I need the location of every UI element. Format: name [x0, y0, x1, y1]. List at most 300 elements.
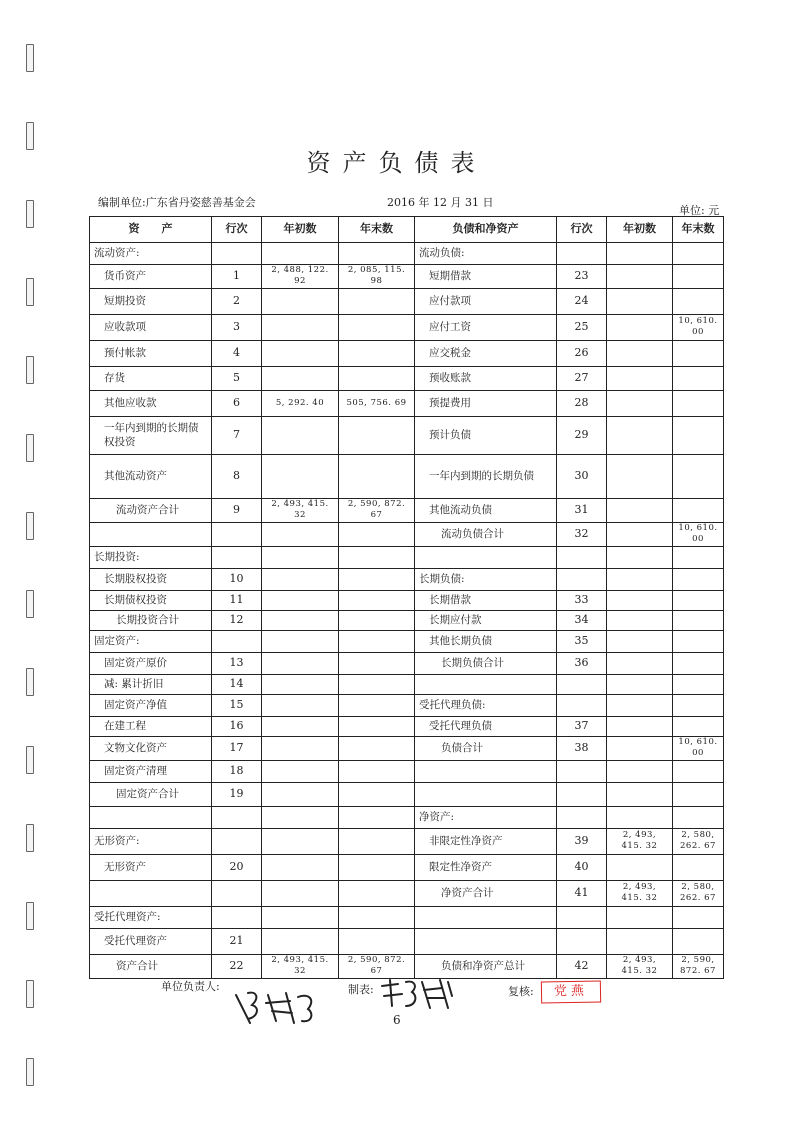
amount-cell	[607, 568, 673, 590]
amount-cell	[607, 340, 673, 366]
asset-item: 固定资产清理	[90, 760, 212, 782]
liability-item	[415, 674, 557, 694]
liability-item: 非限定性净资产	[415, 828, 557, 854]
amount-cell	[339, 314, 415, 340]
amount-cell	[607, 454, 673, 498]
line-number: 20	[212, 854, 262, 880]
table-row	[90, 243, 724, 265]
line-number: 2	[212, 288, 262, 314]
binding-hole	[26, 902, 34, 930]
amount-cell: 2, 493, 415. 32	[607, 954, 673, 978]
asset-item: 长期投资合计	[90, 610, 212, 630]
report-date: 2016 年 12 月 31 日	[387, 196, 494, 209]
liability-item: 长期借款	[415, 590, 557, 610]
binding-hole	[26, 824, 34, 852]
column-header: 行次	[212, 217, 262, 243]
amount-cell	[339, 630, 415, 652]
amount-cell	[339, 546, 415, 568]
page-number: 6	[393, 1013, 401, 1027]
amount-cell	[673, 366, 724, 390]
table-row	[90, 906, 724, 928]
amount-cell	[262, 243, 339, 265]
amount-cell	[607, 906, 673, 928]
line-number: 7	[212, 416, 262, 454]
line-number: 34	[557, 610, 607, 630]
liability-item: 应付款项	[415, 288, 557, 314]
liability-item	[415, 906, 557, 928]
line-number: 26	[557, 340, 607, 366]
line-number	[212, 880, 262, 906]
amount-cell	[339, 416, 415, 454]
column-header: 年末数	[673, 217, 724, 243]
liability-item: 流动负债合计	[415, 522, 557, 546]
amount-cell	[339, 928, 415, 954]
table-row	[90, 652, 724, 674]
amount-cell	[262, 854, 339, 880]
table-row	[90, 416, 724, 454]
line-number: 12	[212, 610, 262, 630]
binding-hole	[26, 278, 34, 306]
amount-cell	[339, 288, 415, 314]
asset-item	[90, 880, 212, 906]
amount-cell	[262, 314, 339, 340]
asset-item: 资产合计	[90, 954, 212, 978]
amount-cell	[339, 454, 415, 498]
amount-cell	[262, 340, 339, 366]
line-number: 10	[212, 568, 262, 590]
table-row	[90, 546, 724, 568]
amount-cell	[262, 546, 339, 568]
line-number	[557, 546, 607, 568]
line-number: 21	[212, 928, 262, 954]
liability-item	[415, 928, 557, 954]
amount-cell	[339, 806, 415, 828]
line-number: 5	[212, 366, 262, 390]
asset-item: 长期股权投资	[90, 568, 212, 590]
amount-cell	[607, 760, 673, 782]
table-row	[90, 288, 724, 314]
preparer-label: 制表:	[348, 983, 374, 996]
liability-item: 预计负债	[415, 416, 557, 454]
amount-cell	[607, 736, 673, 760]
liability-item: 受托代理负债	[415, 716, 557, 736]
asset-item: 在建工程	[90, 716, 212, 736]
line-number: 37	[557, 716, 607, 736]
amount-cell	[673, 674, 724, 694]
line-number: 8	[212, 454, 262, 498]
column-header: 年末数	[339, 217, 415, 243]
line-number	[557, 760, 607, 782]
asset-item: 文物文化资产	[90, 736, 212, 760]
amount-cell	[339, 522, 415, 546]
line-number: 36	[557, 652, 607, 674]
asset-item: 存货	[90, 366, 212, 390]
liability-item: 预提费用	[415, 390, 557, 416]
table-row	[90, 454, 724, 498]
table-row	[90, 806, 724, 828]
binding-hole	[26, 746, 34, 774]
line-number: 1	[212, 265, 262, 289]
amount-cell	[607, 288, 673, 314]
amount-cell	[262, 928, 339, 954]
line-number: 6	[212, 390, 262, 416]
line-number: 9	[212, 498, 262, 522]
amount-cell	[339, 716, 415, 736]
asset-item: 无形资产:	[90, 828, 212, 854]
line-number: 23	[557, 265, 607, 289]
amount-cell	[339, 694, 415, 716]
asset-item: 固定资产:	[90, 630, 212, 652]
table-row	[90, 928, 724, 954]
amount-cell	[262, 806, 339, 828]
line-number	[557, 928, 607, 954]
table-row	[90, 694, 724, 716]
amount-cell: 2, 085, 115. 98	[339, 265, 415, 289]
amount-cell	[262, 610, 339, 630]
asset-item: 应收款项	[90, 314, 212, 340]
table-row	[90, 568, 724, 590]
binding-hole	[26, 980, 34, 1008]
table-row	[90, 522, 724, 546]
amount-cell: 2, 580, 262. 67	[673, 828, 724, 854]
table-row	[90, 630, 724, 652]
amount-cell	[607, 416, 673, 454]
liability-item: 一年内到期的长期负债	[415, 454, 557, 498]
table-row	[90, 314, 724, 340]
amount-cell	[339, 674, 415, 694]
asset-item: 受托代理资产	[90, 928, 212, 954]
binding-hole	[26, 44, 34, 72]
amount-cell: 2, 488, 122. 92	[262, 265, 339, 289]
amount-cell	[607, 806, 673, 828]
amount-cell	[673, 590, 724, 610]
line-number	[557, 568, 607, 590]
asset-item: 流动资产:	[90, 243, 212, 265]
amount-cell	[607, 716, 673, 736]
table-row	[90, 854, 724, 880]
table-row	[90, 610, 724, 630]
principal-label: 单位负责人:	[161, 980, 220, 993]
amount-cell	[607, 630, 673, 652]
liability-item: 净资产合计	[415, 880, 557, 906]
asset-item: 预付帐款	[90, 340, 212, 366]
binding-hole	[26, 590, 34, 618]
amount-cell	[339, 590, 415, 610]
asset-item: 固定资产净值	[90, 694, 212, 716]
table-row	[90, 265, 724, 289]
reviewer-label: 复核:	[508, 985, 534, 998]
amount-cell: 2, 590, 872. 67	[339, 954, 415, 978]
amount-cell	[673, 243, 724, 265]
amount-cell	[673, 568, 724, 590]
amount-cell: 2, 580, 262. 67	[673, 880, 724, 906]
balance-sheet-table	[89, 216, 724, 979]
asset-item: 其他应收款	[90, 390, 212, 416]
table-row	[90, 340, 724, 366]
line-number: 29	[557, 416, 607, 454]
liability-item: 应交税金	[415, 340, 557, 366]
asset-item	[90, 806, 212, 828]
line-number	[212, 243, 262, 265]
table-row	[90, 674, 724, 694]
amount-cell	[673, 716, 724, 736]
asset-item: 无形资产	[90, 854, 212, 880]
preparer-signature	[378, 976, 458, 1012]
asset-item: 固定资产合计	[90, 782, 212, 806]
table-row	[90, 954, 724, 978]
amount-cell: 5, 292. 40	[262, 390, 339, 416]
table-row	[90, 736, 724, 760]
line-number	[557, 906, 607, 928]
liability-item	[415, 782, 557, 806]
liability-item: 其他长期负债	[415, 630, 557, 652]
asset-item: 固定资产原价	[90, 652, 212, 674]
amount-cell	[673, 498, 724, 522]
asset-item: 流动资产合计	[90, 498, 212, 522]
table-header-row	[90, 217, 724, 243]
line-number: 15	[212, 694, 262, 716]
amount-cell	[673, 288, 724, 314]
amount-cell	[673, 652, 724, 674]
binding-hole	[26, 512, 34, 540]
line-number: 22	[212, 954, 262, 978]
amount-cell	[262, 694, 339, 716]
amount-cell	[607, 314, 673, 340]
line-number: 17	[212, 736, 262, 760]
line-number	[212, 630, 262, 652]
amount-cell	[673, 906, 724, 928]
amount-cell	[262, 366, 339, 390]
line-number: 35	[557, 630, 607, 652]
amount-cell	[262, 760, 339, 782]
table-row	[90, 366, 724, 390]
line-number	[212, 806, 262, 828]
asset-item: 长期债权投资	[90, 590, 212, 610]
table-row	[90, 590, 724, 610]
amount-cell: 10, 610. 00	[673, 314, 724, 340]
line-number	[557, 243, 607, 265]
amount-cell	[262, 674, 339, 694]
amount-cell	[262, 454, 339, 498]
amount-cell	[607, 928, 673, 954]
table-row	[90, 716, 724, 736]
line-number: 16	[212, 716, 262, 736]
asset-item: 其他流动资产	[90, 454, 212, 498]
amount-cell	[673, 454, 724, 498]
line-number	[557, 674, 607, 694]
amount-cell	[262, 782, 339, 806]
amount-cell	[607, 590, 673, 610]
line-number: 42	[557, 954, 607, 978]
liability-item: 负债合计	[415, 736, 557, 760]
amount-cell	[339, 652, 415, 674]
asset-item: 受托代理资产:	[90, 906, 212, 928]
amount-cell	[673, 416, 724, 454]
column-header: 行次	[557, 217, 607, 243]
preparer-unit: 编制单位:广东省丹姿慈善基金会	[98, 196, 256, 209]
line-number: 39	[557, 828, 607, 854]
amount-cell	[339, 906, 415, 928]
liability-item: 净资产:	[415, 806, 557, 828]
liability-item: 受托代理负债:	[415, 694, 557, 716]
amount-cell	[262, 828, 339, 854]
asset-item: 减: 累计折旧	[90, 674, 212, 694]
line-number: 31	[557, 498, 607, 522]
liability-item: 长期应付款	[415, 610, 557, 630]
amount-cell: 2, 493, 415. 32	[262, 954, 339, 978]
line-number: 28	[557, 390, 607, 416]
amount-cell	[339, 568, 415, 590]
line-number: 38	[557, 736, 607, 760]
liability-item: 负债和净资产总计	[415, 954, 557, 978]
asset-item: 货币资产	[90, 265, 212, 289]
line-number: 30	[557, 454, 607, 498]
amount-cell	[673, 390, 724, 416]
liability-item: 预收账款	[415, 366, 557, 390]
amount-cell	[607, 854, 673, 880]
binding-hole	[26, 356, 34, 384]
amount-cell	[262, 630, 339, 652]
line-number	[557, 782, 607, 806]
amount-cell	[673, 630, 724, 652]
amount-cell	[262, 906, 339, 928]
amount-cell: 2, 590, 872. 67	[673, 954, 724, 978]
amount-cell	[607, 522, 673, 546]
table-row	[90, 760, 724, 782]
amount-cell	[607, 694, 673, 716]
table-row	[90, 498, 724, 522]
line-number	[212, 906, 262, 928]
column-header: 年初数	[607, 217, 673, 243]
liability-item: 流动负债:	[415, 243, 557, 265]
amount-cell	[339, 366, 415, 390]
table-row	[90, 390, 724, 416]
column-header: 资 产	[90, 217, 212, 243]
binding-hole	[26, 668, 34, 696]
column-header: 负债和净资产	[415, 217, 557, 243]
table-row	[90, 828, 724, 854]
amount-cell	[607, 498, 673, 522]
line-number: 41	[557, 880, 607, 906]
currency-unit: 单位: 元	[679, 204, 720, 217]
asset-item: 一年内到期的长期债权投资	[90, 416, 212, 454]
amount-cell	[607, 674, 673, 694]
amount-cell	[607, 265, 673, 289]
amount-cell	[262, 568, 339, 590]
amount-cell	[607, 610, 673, 630]
asset-item	[90, 522, 212, 546]
line-number: 18	[212, 760, 262, 782]
amount-cell	[262, 652, 339, 674]
line-number: 33	[557, 590, 607, 610]
amount-cell	[339, 782, 415, 806]
amount-cell	[673, 928, 724, 954]
line-number: 40	[557, 854, 607, 880]
amount-cell	[673, 546, 724, 568]
line-number: 4	[212, 340, 262, 366]
amount-cell	[262, 880, 339, 906]
column-header: 年初数	[262, 217, 339, 243]
line-number	[557, 806, 607, 828]
amount-cell	[607, 243, 673, 265]
line-number: 13	[212, 652, 262, 674]
liability-item: 长期负债合计	[415, 652, 557, 674]
amount-cell: 505, 756. 69	[339, 390, 415, 416]
amount-cell: 10, 610. 00	[673, 522, 724, 546]
amount-cell: 2, 493, 415. 32	[607, 828, 673, 854]
amount-cell	[339, 736, 415, 760]
line-number: 19	[212, 782, 262, 806]
line-number	[212, 546, 262, 568]
amount-cell	[673, 782, 724, 806]
amount-cell	[339, 243, 415, 265]
amount-cell: 2, 493, 415. 32	[262, 498, 339, 522]
amount-cell	[673, 340, 724, 366]
amount-cell	[339, 610, 415, 630]
liability-item: 应付工资	[415, 314, 557, 340]
principal-signature	[228, 983, 328, 1028]
amount-cell	[673, 694, 724, 716]
binding-hole	[26, 200, 34, 228]
liability-item: 其他流动负债	[415, 498, 557, 522]
liability-item: 限定性净资产	[415, 854, 557, 880]
amount-cell	[262, 736, 339, 760]
asset-item: 长期投资:	[90, 546, 212, 568]
amount-cell: 10, 610. 00	[673, 736, 724, 760]
line-number	[557, 694, 607, 716]
amount-cell	[339, 828, 415, 854]
liability-item: 短期借款	[415, 265, 557, 289]
table-row	[90, 782, 724, 806]
amount-cell	[607, 390, 673, 416]
amount-cell: 2, 590, 872. 67	[339, 498, 415, 522]
amount-cell	[607, 782, 673, 806]
amount-cell	[262, 416, 339, 454]
amount-cell	[262, 716, 339, 736]
amount-cell	[339, 340, 415, 366]
line-number: 32	[557, 522, 607, 546]
line-number: 27	[557, 366, 607, 390]
binding-hole	[26, 434, 34, 462]
line-number	[212, 828, 262, 854]
line-number: 14	[212, 674, 262, 694]
amount-cell	[673, 854, 724, 880]
line-number: 25	[557, 314, 607, 340]
amount-cell	[673, 806, 724, 828]
amount-cell	[262, 288, 339, 314]
document-title: 资产负债表	[306, 149, 487, 177]
amount-cell	[673, 610, 724, 630]
line-number: 24	[557, 288, 607, 314]
amount-cell	[262, 522, 339, 546]
amount-cell	[607, 366, 673, 390]
amount-cell	[262, 590, 339, 610]
liability-item: 长期负债:	[415, 568, 557, 590]
line-number: 3	[212, 314, 262, 340]
amount-cell: 2, 493, 415. 32	[607, 880, 673, 906]
line-number	[212, 522, 262, 546]
amount-cell	[673, 760, 724, 782]
line-number: 11	[212, 590, 262, 610]
reviewer-stamp: 党燕	[541, 980, 601, 1003]
table-row	[90, 880, 724, 906]
asset-item: 短期投资	[90, 288, 212, 314]
liability-item	[415, 546, 557, 568]
amount-cell	[673, 265, 724, 289]
amount-cell	[339, 760, 415, 782]
binding-hole	[26, 1058, 34, 1086]
liability-item	[415, 760, 557, 782]
